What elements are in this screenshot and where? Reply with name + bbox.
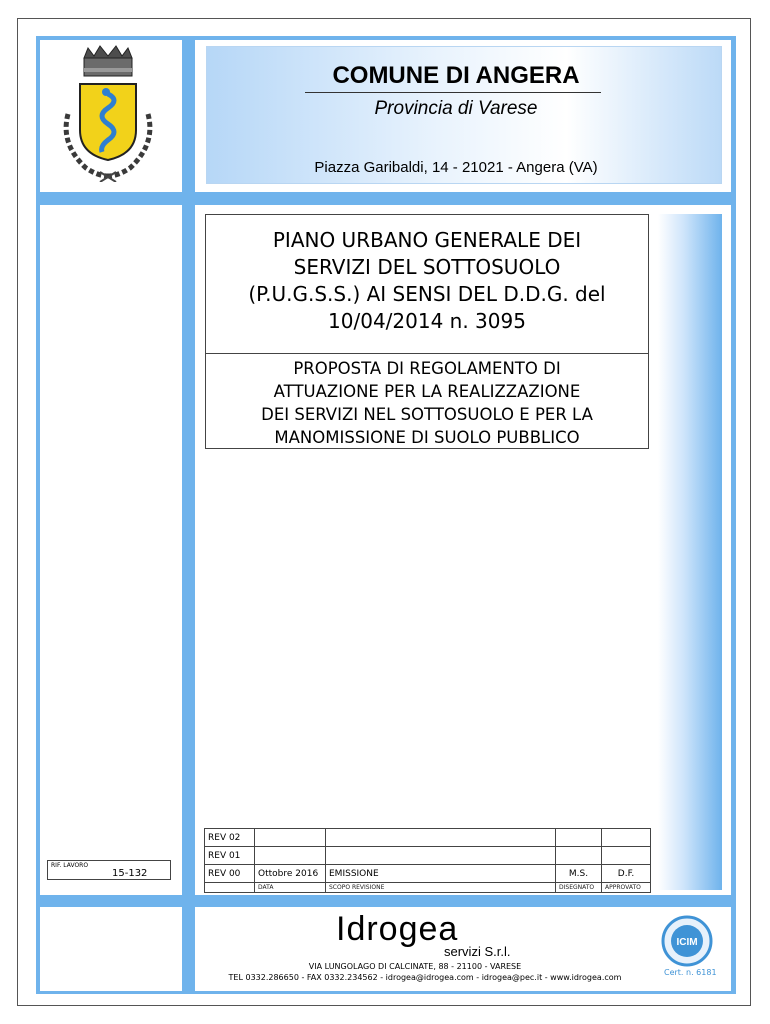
left-panel xyxy=(40,205,182,895)
caption-date: DATA xyxy=(255,883,326,893)
revision-approved-by xyxy=(602,847,651,865)
job-reference-value: 15-132 xyxy=(112,868,148,879)
revision-id: REV 00 xyxy=(205,865,255,883)
document-title xyxy=(206,227,648,335)
job-reference-label: RIF. LAVORO xyxy=(51,862,89,869)
revision-scope: EMISSIONE xyxy=(326,865,556,883)
company-subtitle: servizi S.r.l. xyxy=(444,944,511,959)
revision-table xyxy=(204,828,651,893)
revision-captions-row xyxy=(205,883,651,893)
revision-id: REV 01 xyxy=(205,847,255,865)
subtitle-line: DEI SERVIZI NEL SOTTOSUOLO E PER LA xyxy=(261,405,593,424)
revision-approved-by: D.F. xyxy=(602,865,651,883)
title-divider xyxy=(206,353,648,354)
icim-certification-icon xyxy=(657,915,717,975)
table-row xyxy=(205,847,651,865)
title-line: (P.U.G.S.S.) AI SENSI DEL D.D.G. del xyxy=(248,282,606,306)
icim-label: ICIM xyxy=(676,937,698,948)
caption-scope: SCOPO REVISIONE xyxy=(326,883,556,893)
right-gradient-strip xyxy=(658,214,722,890)
subtitle-line: MANOMISSIONE DI SUOLO PUBBLICO xyxy=(274,428,580,447)
revision-drawn-by xyxy=(556,847,602,865)
table-row xyxy=(205,829,651,847)
revision-date xyxy=(255,847,326,865)
document-title-box xyxy=(205,214,649,449)
caption-empty xyxy=(205,883,255,893)
revision-date xyxy=(255,829,326,847)
caption-approved-by: APPROVATO xyxy=(602,883,651,893)
revision-id: REV 02 xyxy=(205,829,255,847)
title-underline xyxy=(305,92,601,93)
revision-date: Ottobre 2016 xyxy=(255,865,326,883)
document-subtitle xyxy=(206,357,648,449)
municipality-address: Piazza Garibaldi, 14 - 21021 - Angera (VA) xyxy=(314,159,598,176)
footer-left-panel xyxy=(40,907,182,991)
revision-approved-by xyxy=(602,829,651,847)
certificate-number: Cert. n. 6181 xyxy=(664,968,717,977)
job-reference-box xyxy=(47,860,171,880)
title-line: 10/04/2014 n. 3095 xyxy=(328,309,526,333)
title-line: PIANO URBANO GENERALE DEI xyxy=(272,228,582,252)
coat-of-arms-icon xyxy=(56,44,160,182)
company-address: VIA LUNGOLAGO DI CALCINATE, 88 - 21100 - VARESE xyxy=(308,962,522,971)
revision-drawn-by xyxy=(556,829,602,847)
revision-scope xyxy=(326,829,556,847)
company-contacts: TEL 0332.286650 - FAX 0332.234562 - idrogea@idrogea.com - idrogea@pec.it - www.idrogea.com xyxy=(228,973,622,982)
company-logo-text: Idrogea xyxy=(336,910,459,948)
subtitle-line: ATTUAZIONE PER LA REALIZZAZIONE xyxy=(273,382,581,401)
table-row xyxy=(205,865,651,883)
municipality-title: COMUNE DI ANGERA xyxy=(332,62,580,89)
revision-drawn-by: M.S. xyxy=(556,865,602,883)
province-name: Provincia di Varese xyxy=(374,98,538,119)
title-line: SERVIZI DEL SOTTOSUOLO xyxy=(293,255,561,279)
subtitle-line: PROPOSTA DI REGOLAMENTO DI xyxy=(293,359,561,378)
revision-scope xyxy=(326,847,556,865)
caption-drawn-by: DISEGNATO xyxy=(556,883,602,893)
